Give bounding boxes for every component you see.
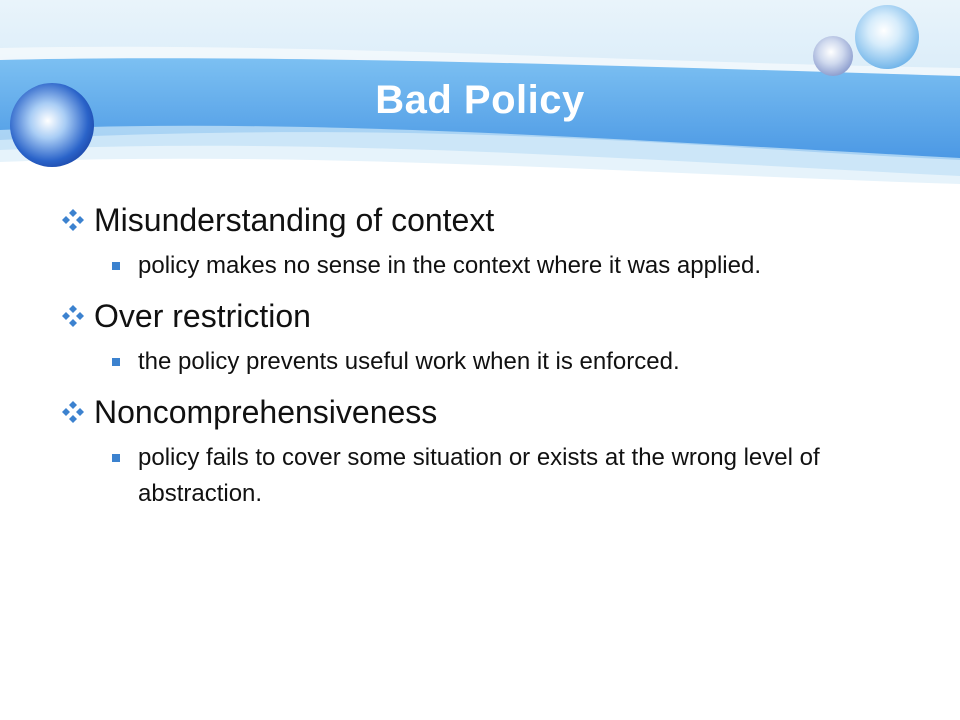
bullet-heading: Misunderstanding of context <box>94 202 495 238</box>
bullet-list <box>60 198 920 512</box>
sub-bullet-text: policy makes no sense in the context where it was applied. <box>138 252 762 279</box>
bullet-item-over-restriction <box>60 294 920 338</box>
bullet-heading: Noncomprehensiveness <box>94 394 438 430</box>
square-bullet-icon <box>112 262 120 270</box>
bullet-item-misunderstanding <box>60 198 920 242</box>
sub-bullet-item <box>60 440 920 512</box>
sub-bullet-text: the policy prevents useful work when it is enforced. <box>138 348 680 375</box>
sub-bullet-item <box>60 248 920 284</box>
square-bullet-icon <box>112 358 120 366</box>
bullet-item-noncomprehensiveness <box>60 390 920 434</box>
slide-title: Bad Policy <box>375 78 585 122</box>
sub-bullet-text: policy fails to cover some situation or exists at the wrong level of abstraction. <box>138 444 820 507</box>
four-diamond-bullet-icon <box>62 209 84 231</box>
sub-bullet-item <box>60 344 920 380</box>
four-diamond-bullet-icon <box>62 305 84 327</box>
square-bullet-icon <box>112 454 120 462</box>
bullet-heading: Over restriction <box>94 298 311 334</box>
four-diamond-bullet-icon <box>62 401 84 423</box>
